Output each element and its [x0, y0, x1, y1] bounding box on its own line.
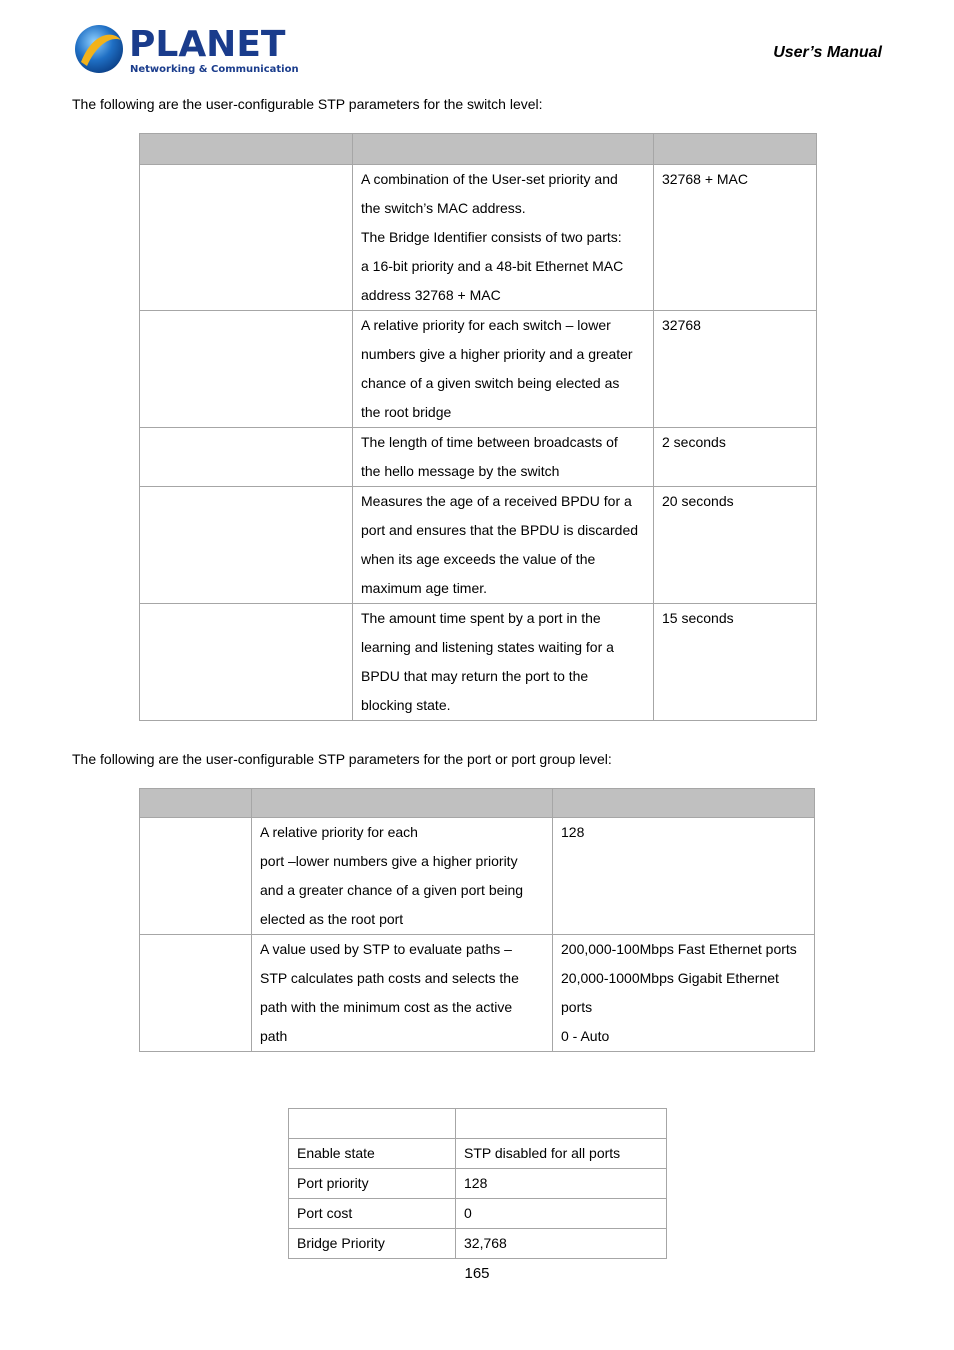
setting-name-cell: Port priority: [289, 1169, 456, 1199]
switch-intro: The following are the user-configurable STP parameters for the switch level:: [72, 96, 543, 112]
cell-line: 20,000-1000Mbps Gigabit Ethernet: [561, 970, 779, 986]
table-row: [140, 311, 817, 428]
table-header-row: [140, 789, 815, 818]
logo-text: PLANET: [129, 24, 286, 65]
cell-line: A relative priority for each switch – lower: [361, 317, 611, 333]
header-cell: [140, 789, 252, 818]
table-row: [140, 818, 815, 935]
setting-name-cell: Port cost: [289, 1199, 456, 1229]
planet-logo: [73, 22, 299, 78]
table-row: [289, 1199, 667, 1229]
setting-name-cell: Enable state: [289, 1139, 456, 1169]
cell-line: A relative priority for each: [260, 824, 418, 840]
table-row: [140, 428, 817, 487]
cell-line: The amount time spent by a port in the: [361, 610, 601, 626]
page-number: 165: [464, 1265, 490, 1282]
parameter-description-cell: [353, 428, 654, 487]
parameter-name-cell: [140, 935, 252, 1052]
cell-line: BPDU that may return the port to the: [361, 668, 589, 684]
cell-line: the switch’s MAC address.: [361, 200, 526, 216]
setting-value-cell: STP disabled for all ports: [456, 1139, 667, 1169]
cell-line: chance of a given switch being elected as: [361, 375, 620, 391]
cell-line: 32768 + MAC: [662, 171, 748, 187]
header-cell: [456, 1109, 667, 1139]
stp-defaults-table: [288, 1108, 667, 1259]
cell-line: elected as the root port: [260, 911, 404, 927]
header-cell: [353, 134, 654, 165]
setting-value-cell: 128: [456, 1169, 667, 1199]
parameter-name-cell: [140, 818, 252, 935]
parameter-default-cell: [553, 818, 815, 935]
cell-line: when its age exceeds the value of the: [361, 551, 596, 567]
cell-line: port and ensures that the BPDU is discarded: [361, 522, 639, 538]
port-stp-table: [139, 788, 815, 1052]
cell-line: the root bridge: [361, 404, 452, 420]
header-cell: [654, 134, 817, 165]
setting-value-cell: 0: [456, 1199, 667, 1229]
header-cell: [289, 1109, 456, 1139]
globe-icon: [75, 25, 123, 73]
table-row: [289, 1169, 667, 1199]
parameter-name-cell: [140, 604, 353, 721]
cell-line: learning and listening states waiting for a: [361, 639, 614, 655]
cell-line: 2 seconds: [662, 434, 726, 450]
cell-line: path: [260, 1028, 288, 1044]
cell-line: path with the minimum cost as the active: [260, 999, 513, 1015]
cell-line: 0 - Auto: [561, 1028, 610, 1044]
parameter-default-cell: [654, 487, 817, 604]
setting-name-cell: Bridge Priority: [289, 1229, 456, 1259]
parameter-description-cell: [353, 487, 654, 604]
cell-line: the hello message by the switch: [361, 463, 560, 479]
table-row: [140, 165, 817, 311]
cell-line: A combination of the User-set priority and: [361, 171, 618, 187]
cell-line: and a greater chance of a given port being: [260, 882, 524, 898]
parameter-description-cell: [252, 935, 553, 1052]
header-cell: [252, 789, 553, 818]
cell-line: port –lower numbers give a higher priority: [260, 853, 518, 869]
cell-line: The length of time between broadcasts of: [361, 434, 618, 450]
header-cell: [140, 134, 353, 165]
cell-line: maximum age timer.: [361, 580, 488, 596]
parameter-name-cell: [140, 311, 353, 428]
table-row: [140, 604, 817, 721]
parameter-name-cell: [140, 487, 353, 604]
logo-tagline: Networking & Communication: [130, 64, 299, 75]
setting-value-cell: 32,768: [456, 1229, 667, 1259]
table-row: [140, 487, 817, 604]
parameter-description-cell: [353, 165, 654, 311]
parameter-default-cell: [654, 165, 817, 311]
table-header-row: [140, 134, 817, 165]
header-cell: [553, 789, 815, 818]
parameter-default-cell: [654, 604, 817, 721]
table-row: [289, 1139, 667, 1169]
switch-stp-table: [139, 133, 817, 721]
parameter-default-cell: [553, 935, 815, 1052]
parameter-name-cell: [140, 428, 353, 487]
cell-line: A value used by STP to evaluate paths –: [260, 941, 512, 957]
cell-line: STP calculates path costs and selects the: [260, 970, 519, 986]
cell-line: ports: [561, 999, 593, 1015]
parameter-description-cell: [252, 818, 553, 935]
parameter-description-cell: [353, 604, 654, 721]
parameter-default-cell: [654, 311, 817, 428]
cell-line: 128: [561, 824, 585, 840]
cell-line: Measures the age of a received BPDU for a: [361, 493, 632, 509]
manual-title: User’s Manual: [773, 44, 882, 61]
parameter-description-cell: [353, 311, 654, 428]
port-intro: The following are the user-configurable STP parameters for the port or port group level:: [72, 751, 612, 767]
table-row: [140, 935, 815, 1052]
cell-line: 15 seconds: [662, 610, 734, 626]
parameter-default-cell: [654, 428, 817, 487]
cell-line: The Bridge Identifier consists of two parts:: [361, 229, 622, 245]
cell-line: a 16-bit priority and a 48-bit Ethernet MAC: [361, 258, 624, 274]
cell-line: 20 seconds: [662, 493, 734, 509]
cell-line: 32768: [662, 317, 701, 333]
parameter-name-cell: [140, 165, 353, 311]
table-row: [289, 1229, 667, 1259]
cell-line: blocking state.: [361, 697, 451, 713]
cell-line: 200,000-100Mbps Fast Ethernet ports: [561, 941, 797, 957]
cell-line: address 32768 + MAC: [361, 287, 501, 303]
cell-line: numbers give a higher priority and a greater: [361, 346, 633, 362]
table-header-row: [289, 1109, 667, 1139]
